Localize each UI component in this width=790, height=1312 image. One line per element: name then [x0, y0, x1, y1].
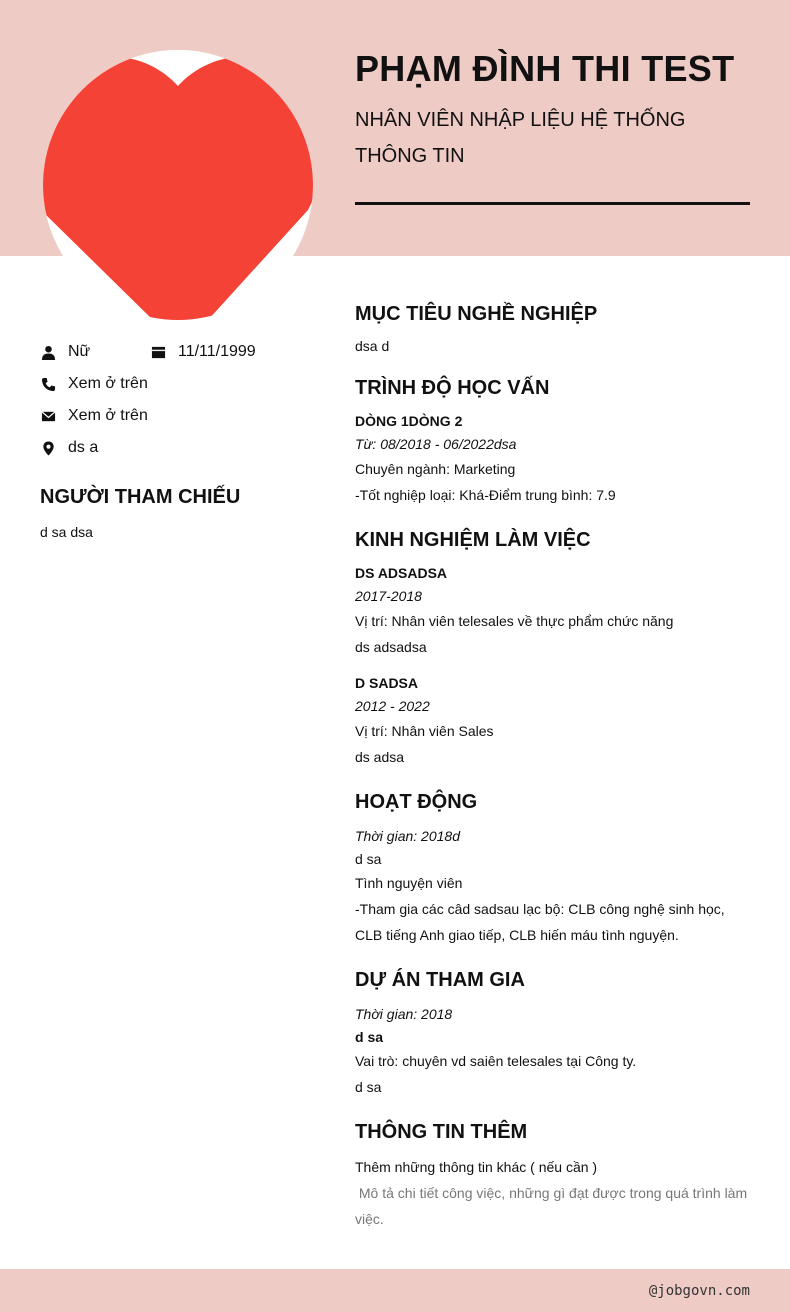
activities-role: Tình nguyện viên [355, 875, 463, 891]
objective-section [355, 300, 755, 356]
experience-item [355, 562, 755, 660]
references-heading: NGƯỜI THAM CHIẾU [40, 486, 241, 508]
experience-heading: KINH NGHIỆM LÀM VIỆC [355, 529, 591, 551]
activities-section [355, 788, 755, 948]
gender-value: Nữ [68, 343, 91, 360]
activities-org: d sa [355, 851, 382, 867]
person-icon [40, 344, 56, 360]
projects-section [355, 966, 755, 1100]
experience-position: Vị trí: Nhân viên telesales về thực phẩm chức năng [355, 613, 674, 629]
gender-row [40, 343, 90, 361]
experience-period: 2012 - 2022 [355, 698, 430, 714]
education-school: DÒNG 1DÒNG 2 [355, 413, 463, 429]
phone-icon [40, 376, 56, 392]
objective-heading: MỤC TIÊU NGHỀ NGHIỆP [355, 303, 598, 325]
activities-desc: -Tham gia các câd sadsau lạc bộ: CLB công nghệ sinh học, CLB tiếng Anh giao tiếp, CLB hiến máu tình nguyện. [355, 901, 725, 943]
projects-desc: d sa [355, 1079, 382, 1095]
address-value: ds a [68, 439, 99, 456]
header-divider [355, 202, 750, 205]
projects-role: Vai trò: chuyên vd saiên telesales tại Công ty. [355, 1053, 637, 1069]
calendar-icon [150, 344, 166, 360]
birthdate-row [150, 343, 256, 361]
experience-company: D SADSA [355, 675, 419, 691]
experience-item [355, 672, 755, 770]
location-icon [40, 440, 56, 456]
references-text: d sa dsa [40, 524, 93, 540]
education-heading: TRÌNH ĐỘ HỌC VẤN [355, 377, 550, 399]
education-grade: -Tốt nghiệp loại: Khá-Điểm trung bình: 7.9 [355, 487, 616, 503]
activities-heading: HOẠT ĐỘNG [355, 791, 478, 813]
additional-placeholder: Mô tả chi tiết công việc, những gì đạt được trong quá trình làm việc. [355, 1185, 752, 1227]
additional-heading: THÔNG TIN THÊM [355, 1121, 528, 1143]
additional-section [355, 1118, 755, 1232]
projects-time: Thời gian: 2018 [355, 1006, 453, 1022]
experience-desc: ds adsa [355, 749, 405, 765]
address-row [40, 439, 98, 457]
phone-row [40, 375, 148, 393]
projects-name: d sa [355, 1029, 384, 1045]
email-value: Xem ở trên [68, 407, 148, 424]
education-period: Từ: 08/2018 - 06/2022dsa [355, 436, 517, 452]
projects-heading: DỰ ÁN THAM GIA [355, 969, 525, 991]
avatar [43, 50, 313, 320]
education-major: Chuyên ngành: Marketing [355, 461, 516, 477]
birthdate-value: 11/11/1999 [178, 343, 256, 360]
email-row [40, 407, 148, 425]
heart-avatar-image [43, 50, 313, 320]
objective-text: dsa d [355, 338, 390, 354]
main-column [355, 300, 755, 1250]
mail-icon [40, 408, 56, 424]
activities-time: Thời gian: 2018d [355, 828, 460, 844]
candidate-name: PHẠM ĐÌNH THI TEST [355, 48, 735, 89]
experience-desc: ds adsadsa [355, 639, 427, 655]
phone-value: Xem ở trên [68, 375, 148, 392]
job-title: NHÂN VIÊN NHẬP LIỆU HỆ THỐNG THÔNG TIN [355, 109, 686, 167]
experience-period: 2017-2018 [355, 588, 422, 604]
experience-company: DS ADSADSA [355, 565, 448, 581]
experience-section [355, 526, 755, 770]
additional-text: Thêm những thông tin khác ( nếu cần ) [355, 1159, 598, 1175]
experience-position: Vị trí: Nhân viên Sales [355, 723, 494, 739]
footer-brand: @jobgovn.com [648, 1283, 750, 1299]
education-section [355, 374, 755, 508]
